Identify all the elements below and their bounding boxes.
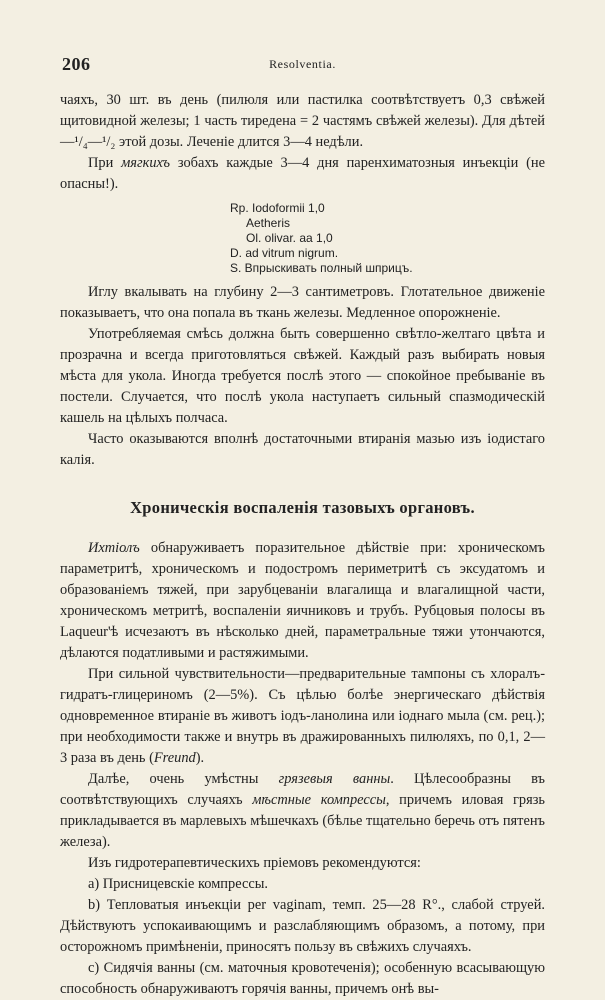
text-run: зобахъ каждые 3—4 дня паренхиматозныя инъекціи (не опасны!). (60, 155, 545, 192)
text-run: , причемъ иловая грязь прикладывается въ марлевыхъ мѣшечкахъ (бѣлье тщательно беречь отъ пятенъ железа). (60, 792, 545, 850)
section-heading: Хроническія воспаленія тазовыхъ органовъ. (130, 498, 475, 517)
list-item: a) Присницевскіе компрессы. (88, 876, 268, 892)
text-run: . Цѣлесообразны въ соотвѣтствующихъ случаяхъ (60, 771, 545, 808)
paragraph (60, 664, 545, 769)
page-number: 206 (62, 54, 91, 74)
paragraph: Часто оказываются вполнѣ достаточными втиранія мазью изъ іодистаго калія. (60, 431, 545, 468)
text-run: ). (195, 750, 205, 766)
recipe-line: Aetheris (246, 216, 291, 230)
paragraph: Изъ гидротерапевтическихъ пріемовъ рекомендуются: (88, 855, 421, 871)
italic-term: Freund (153, 750, 196, 766)
italic-term: Ихтіолъ (88, 540, 140, 556)
list-item: b) Тепловатыя инъекціи per vaginam, темп. 25—28 R°., слабой струей. Дѣйствуютъ успокаивающимъ и разслабляющимъ образомъ, а потому, при осторожномъ примѣненіи, приносятъ пользу въ свѣжихъ случаяхъ. (60, 897, 545, 955)
paragraph: Употребляемая смѣсь должна быть совершенно свѣтло-желтаго цвѣта и прозрачна и всегда приготовляться свѣжей. Каждый разъ выбирать новыя мѣста для укола. Иногда требуется послѣ этого — спокойное пребываніе въ постели. Случается, что послѣ укола наступаетъ сильный спазмодическій кашель на цѣлыхъ полчаса. (60, 326, 545, 426)
recipe-line: D. ad vitrum nigrum. (230, 246, 339, 260)
page-header (62, 54, 543, 74)
paragraph: чаяхъ, 30 шт. въ день (пилюля или пастилка соотвѣтствуетъ 0,3 свѣжей щитовидной железы; 1 часть тиредена = 2 частямъ свѣжей железы). Для дѣтей—¹/₄—¹/₂ этой дозы. Леченіе длится 3—4 недѣли. (60, 92, 545, 150)
paragraph: Иглу вкалывать на глубину 2—3 сантиметровъ. Глотательное движеніе показываетъ, что она попала въ ткань железы. Медленное опорожненіе. (60, 284, 545, 321)
italic-term: мѣстные компрессы (252, 792, 386, 808)
text-run: обнаруживаетъ поразительное дѣйствіе при: хроническомъ параметритѣ, хроническомъ и подостромъ периметритѣ съ эксудатомъ и образованіемъ тяжей, при зарубцеваніи влагалища и влагалищной части, хроническомъ метритѣ, воспаленіи яичниковъ и трубъ. Рубцовыя полосы въ Laqueur'ѣ исчезаютъ въ нѣсколько дней, параметральные тяжи утончаются, дѣлаются податливыми и растяжимыми. (60, 540, 545, 661)
list-item: c) Сидячія ванны (см. маточныя кровотеченія); особенную всасывающую способность обнаруживаютъ горячія ванны, причемъ онѣ вы- (60, 960, 545, 997)
italic-term: грязевыя ванны (278, 771, 391, 787)
recipe-line: Rp. Iodoformii 1,0 (230, 201, 325, 215)
text-run: Далѣе, очень умѣстны (88, 771, 279, 787)
running-head: Resolventia. (269, 57, 336, 71)
paragraph (60, 769, 545, 853)
paragraph (60, 538, 545, 664)
recipe-line: Ol. olivar. aa 1,0 (246, 231, 333, 245)
text-run: При сильной чувствительности—предварительные тампоны съ хлоралъ-гидратъ-глицериномъ (2—5%). Съ цѣлью болѣе энергическаго дѣйствія одновременное втираніе въ животъ іодъ-ланолина или іоднаго мыла (см. рец.); при необходимости также и внутрь въ дражированныхъ пилюляхъ, по 0,1, 2—3 раза въ день ( (60, 666, 545, 766)
italic-term: мягкихъ (121, 155, 171, 171)
recipe-block (230, 201, 545, 276)
text-run: При (88, 155, 122, 171)
recipe-line: S. Впрыскивать полный шприцъ. (230, 261, 413, 275)
page-body (60, 90, 545, 1000)
paragraph (60, 153, 545, 195)
